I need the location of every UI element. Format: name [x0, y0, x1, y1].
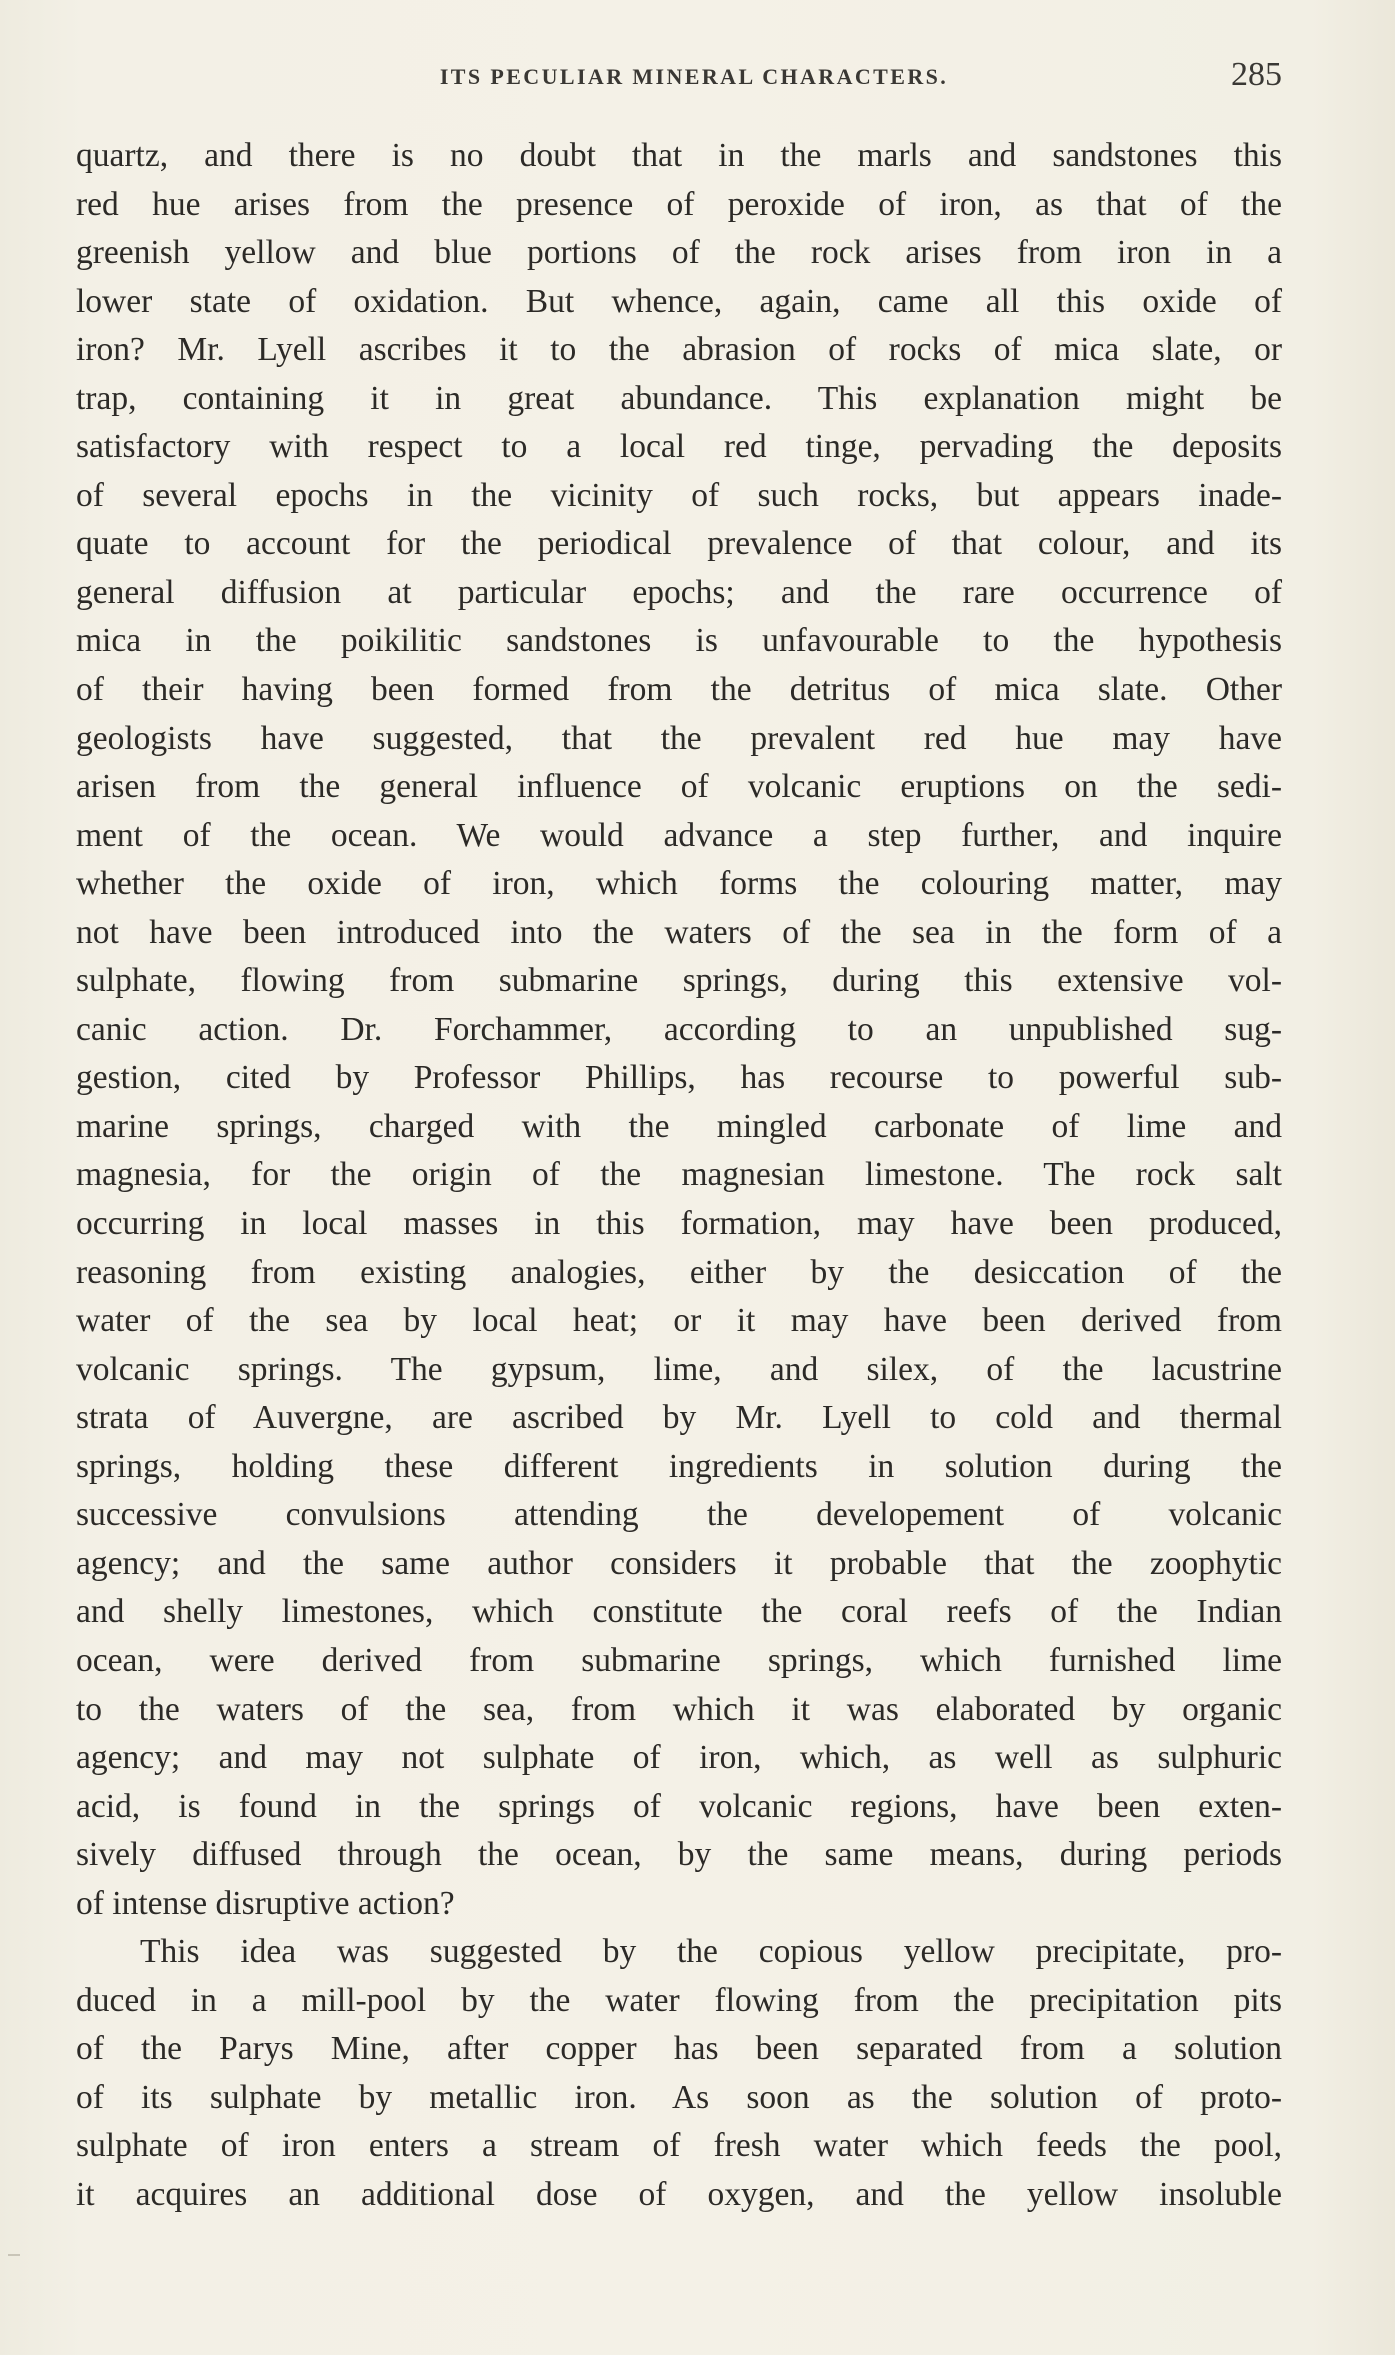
text-line: of their having been formed from the detritus of mica slate. Other: [76, 671, 1282, 709]
text-line: agency; and the same author considers it probable that the zoophytic: [76, 1544, 1282, 1582]
text-line: strata of Auvergne, are ascribed by Mr. Lyell to cold and thermal: [76, 1399, 1282, 1437]
text-line: whether the oxide of iron, which forms the colouring matter, may: [76, 865, 1282, 903]
text-line: mica in the poikilitic sandstones is unfavourable to the hypothesis: [76, 622, 1282, 660]
text-line: acid, is found in the springs of volcanic regions, have been exten-: [76, 1787, 1282, 1825]
paragraph-start-line: This idea was suggested by the copious yellow precipitate, pro-: [140, 1933, 1282, 1971]
text-line: lower state of oxidation. But whence, again, came all this oxide of: [76, 282, 1282, 320]
text-line: volcanic springs. The gypsum, lime, and silex, of the lacustrine: [76, 1350, 1282, 1388]
text-line: water of the sea by local heat; or it may have been derived from: [76, 1302, 1282, 1340]
text-line: it acquires an additional dose of oxygen, and the yellow insoluble: [76, 2175, 1282, 2213]
text-line: reasoning from existing analogies, either by the desiccation of the: [76, 1253, 1282, 1291]
text-line: marine springs, charged with the mingled carbonate of lime and: [76, 1107, 1282, 1145]
text-line: and shelly limestones, which constitute the coral reefs of the Indian: [76, 1593, 1282, 1631]
text-line: sively diffused through the ocean, by the same means, during periods: [76, 1836, 1282, 1874]
text-line: quartz, and there is no doubt that in the marls and sandstones this: [76, 137, 1282, 174]
text-line: red hue arises from the presence of peroxide of iron, as that of the: [76, 185, 1282, 223]
text-line: ment of the ocean. We would advance a step further, and inquire: [76, 816, 1282, 854]
text-line: springs, holding these different ingredients in solution during the: [76, 1447, 1282, 1485]
text-line: of the Parys Mine, after copper has been separated from a solution: [76, 2030, 1282, 2068]
text-line: occurring in local masses in this formation, may have been produced,: [76, 1205, 1282, 1243]
text-line: ocean, were derived from submarine springs, which furnished lime: [76, 1641, 1282, 1679]
margin-mark: [8, 2254, 20, 2256]
text-line: gestion, cited by Professor Phillips, has recourse to powerful sub-: [76, 1059, 1282, 1097]
text-line: magnesia, for the origin of the magnesian limestone. The rock salt: [76, 1156, 1282, 1194]
text-line: geologists have suggested, that the prevalent red hue may have: [76, 719, 1282, 757]
text-line: iron? Mr. Lyell ascribes it to the abrasion of rocks of mica slate, or: [76, 331, 1282, 369]
text-line: to the waters of the sea, from which it was elaborated by organic: [76, 1690, 1282, 1728]
text-line: arisen from the general influence of volcanic eruptions on the sedi-: [76, 768, 1282, 806]
text-line: canic action. Dr. Forchammer, according to an unpublished sug-: [76, 1010, 1282, 1048]
text-line: trap, containing it in great abundance. This explanation might be: [76, 379, 1282, 417]
text-line: duced in a mill-pool by the water flowing from the precipitation pits: [76, 1981, 1282, 2019]
page-number: 285: [1231, 56, 1282, 93]
text-line: sulphate of iron enters a stream of fresh water which feeds the pool,: [76, 2127, 1282, 2165]
text-line: satisfactory with respect to a local red tinge, pervading the deposits: [76, 428, 1282, 466]
text-line: greenish yellow and blue portions of the rock arises from iron in a: [76, 234, 1282, 272]
text-line: sulphate, flowing from submarine springs, during this extensive vol-: [76, 962, 1282, 1000]
text-line: general diffusion at particular epochs; and the rare occurrence of: [76, 573, 1282, 611]
body-text: [76, 132, 1282, 2220]
text-line: of its sulphate by metallic iron. As soon as the solution of proto-: [76, 2078, 1282, 2116]
text-line: quate to account for the periodical prevalence of that colour, and its: [76, 525, 1282, 563]
text-line: successive convulsions attending the developement of volcanic: [76, 1496, 1282, 1534]
running-title: ITS PECULIAR MINERAL CHARACTERS.: [439, 64, 949, 89]
paragraph-end-line: of intense disruptive action?: [76, 1884, 455, 1922]
text-line: agency; and may not sulphate of iron, which, as well as sulphuric: [76, 1739, 1282, 1777]
running-header: [76, 56, 1282, 100]
text-line: of several epochs in the vicinity of such rocks, but appears inade-: [76, 476, 1282, 514]
text-line: not have been introduced into the waters of the sea in the form of a: [76, 913, 1282, 951]
